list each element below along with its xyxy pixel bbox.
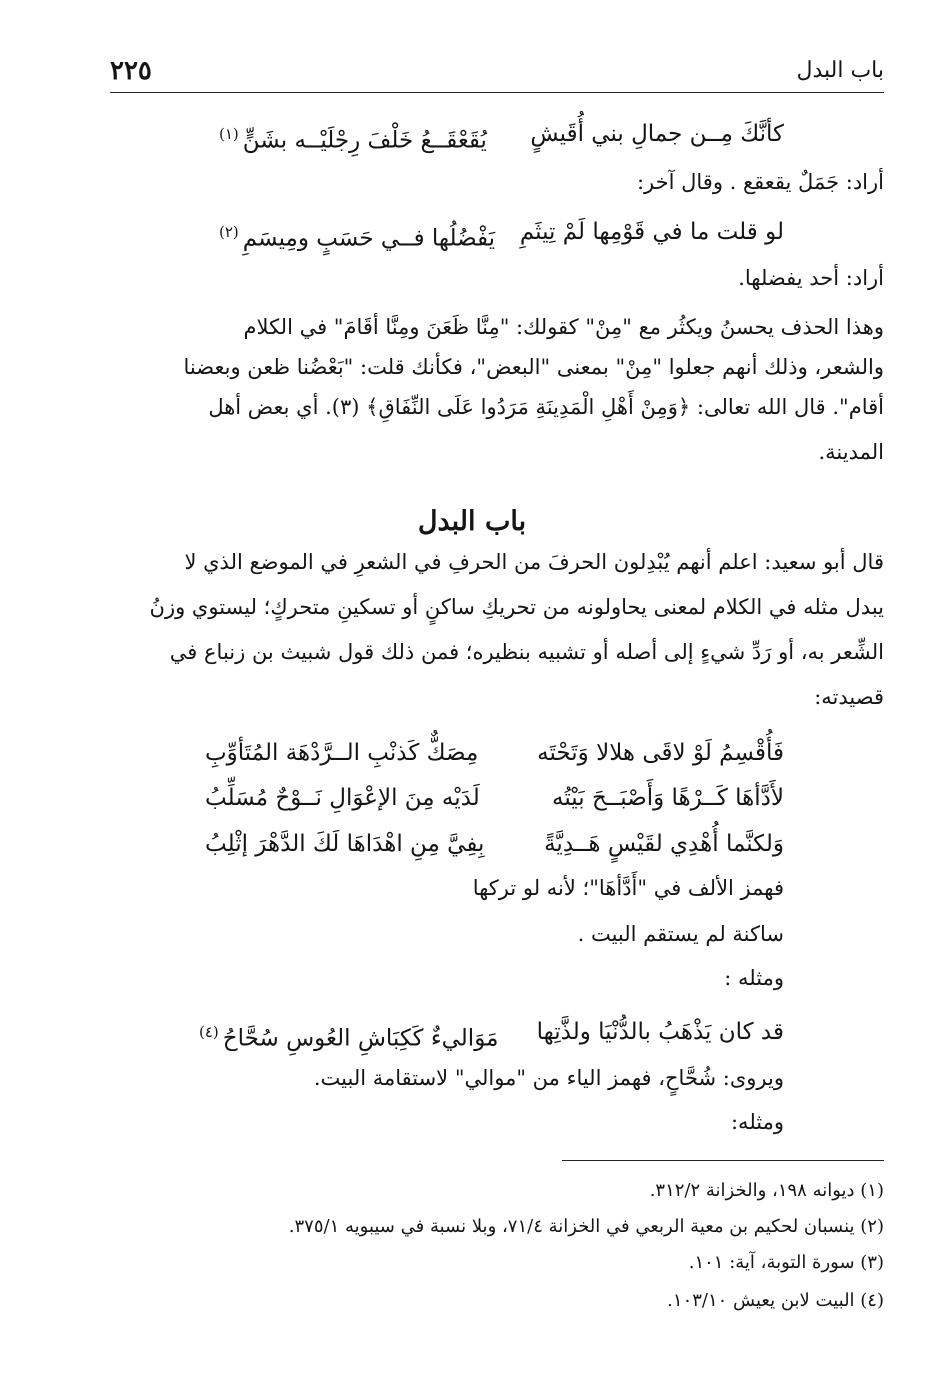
verse-1-second-text: يُقَعْقَــعُ خَلْفَ رِجْلَيْــه بشَنٍّ bbox=[242, 127, 487, 154]
note-line-2: ساكنة لم يستقم البيت . bbox=[577, 922, 784, 946]
verse-3-first-hemistich: قد كان يَذْهَبُ بالدُّنْيَا ولذَّتِها bbox=[536, 1019, 784, 1045]
variant-reading-line: ويروى: شُحَّاحٍ، فهمز الياء من "موالي" لاستقامة البيت. bbox=[313, 1066, 784, 1090]
paragraph-2-line-2: يبدل مثله في الكلام لمعنى يحاولونه من تحريكِ ساكنٍ أو تسكينِ متحركٍ؛ ليستوي وزنُ bbox=[149, 595, 884, 619]
page-number: ٢٢٥ bbox=[110, 56, 152, 86]
footnote-marker-1: (١) bbox=[219, 125, 239, 143]
verse-2-second-hemistich bbox=[215, 212, 495, 259]
paragraph-2-line-1: قال أبو سعيد: اعلم أنهم يُبْدِلون الحرفَ من الحرفِ في الشعرِ في الموضع الذي لا bbox=[184, 550, 884, 574]
footnote-marker-4: (٤) bbox=[199, 1023, 219, 1041]
footnote-2: (٢) ينسبان لحكيم بن معية الربعي في الخزانة ٧١/٤، وبلا نسبة في سيبويه ٣٧٥/١. bbox=[288, 1216, 884, 1237]
note-line-1: فهمز الألف في "أَدَّأهَا"؛ لأنه لو تركها bbox=[472, 876, 784, 900]
explanation-line-2: أراد: أحد يفضلها. bbox=[738, 266, 884, 290]
explanation-line-1: أراد: جَمَلٌ يقعقع . وقال آخر: bbox=[636, 170, 884, 194]
verse-2 bbox=[215, 212, 784, 252]
verse-3-second-hemistich bbox=[195, 1012, 498, 1059]
verse-3 bbox=[195, 1012, 784, 1052]
paragraph-1-line-2: والشعر، وذلك أنهم جعلوا "مِنْ" بمعنى "البعض"، فكأنك قلت: "بَعْضُنا ظعن وبعضنا bbox=[183, 355, 884, 379]
page-header bbox=[110, 56, 884, 93]
poem-verse bbox=[205, 824, 784, 864]
paragraph-2-line-4: قصيدته: bbox=[814, 685, 884, 709]
paragraph-1-line-4: المدينة. bbox=[818, 440, 884, 464]
verse-2-second-text: يَفْضُلُها فــي حَسَبٍ ومِيسَمِ bbox=[242, 225, 496, 252]
verse-1-first-hemistich: كأنَّكَ مِــن جمالِ بني أُقَيشٍ bbox=[530, 121, 784, 147]
verse-1-second-hemistich bbox=[215, 114, 487, 161]
poem-verse bbox=[205, 733, 784, 773]
paragraph-1-line-3: أقام". قال الله تعالى: ﴿وَمِنْ أَهْلِ الْمَدِينَةِ مَرَدُوا عَلَى النِّفَاقِ﴾ (٣). أي بعض أهل bbox=[208, 395, 884, 419]
running-title: باب البدل bbox=[796, 58, 884, 83]
poem-verse-2-second: لَدَيْه مِنَ الإعْوَالِ نَــوْحٌ مُسَلِّبُ bbox=[205, 785, 480, 811]
footnote-4: (٤) البيت لابن يعيش ١٠٣/١٠. bbox=[667, 1290, 884, 1311]
poem-verse-2-first: لأَدَّأهَا كَــرْهًا وَأَصْبَــحَ بَيْتُه bbox=[552, 785, 784, 811]
paragraph-2-line-3: الشِّعر به، أو رَدِّ شيءٍ إلى أصله أو تشبيه بنظيره؛ فمن ذلك قول شبيث بن زنباع في bbox=[169, 640, 884, 664]
poem-verse bbox=[205, 778, 784, 818]
poem-verse-1-first: فَأُقْسِمُ لَوْ لاقَى هلالا وَتَحْتَه bbox=[537, 740, 784, 766]
footnote-divider bbox=[562, 1160, 884, 1161]
closing-line: ومثله: bbox=[730, 1110, 784, 1134]
paragraph-1-line-1: وهذا الحذف يحسنُ ويكثُر مع "مِنْ" كقولك: "مِنَّا ظَعَنَ ومِنَّا أقَامَ" في الكلام bbox=[243, 315, 884, 339]
verse-3-second-text: مَوَاليءٌ كَكِبَاشِ العُوسِ سُحَّاحُ bbox=[222, 1025, 499, 1052]
footnote-marker-2: (٢) bbox=[219, 223, 239, 241]
footnote-1: (١) ديوانه ١٩٨، والخزانة ٣١٢/٢. bbox=[649, 1180, 884, 1201]
verse-1 bbox=[215, 114, 784, 154]
section-title: باب البدل bbox=[417, 506, 527, 537]
poem-verse-1-second: مِصَكٌّ كَذنْبِ الــرَّدْهَة المُتَأوِّبِ bbox=[205, 740, 479, 766]
note-line-3: ومثله : bbox=[724, 966, 784, 990]
footnote-3: (٣) سورة التوبة، آية: ١٠١. bbox=[688, 1252, 884, 1273]
poem-verse-3-second: بِفِيَّ مِنِ اهْدَاهَا لَكَ الدَّهْرَ إثْلِبُ bbox=[205, 831, 485, 857]
poem-verse-3-first: وَلكنَّما أُهْدِي لقَيْسٍ هَــدِيَّةً bbox=[544, 831, 784, 857]
verse-2-first-hemistich: لو قلت ما في قَوْمِها لَمْ تِيثَمِ bbox=[519, 219, 784, 245]
